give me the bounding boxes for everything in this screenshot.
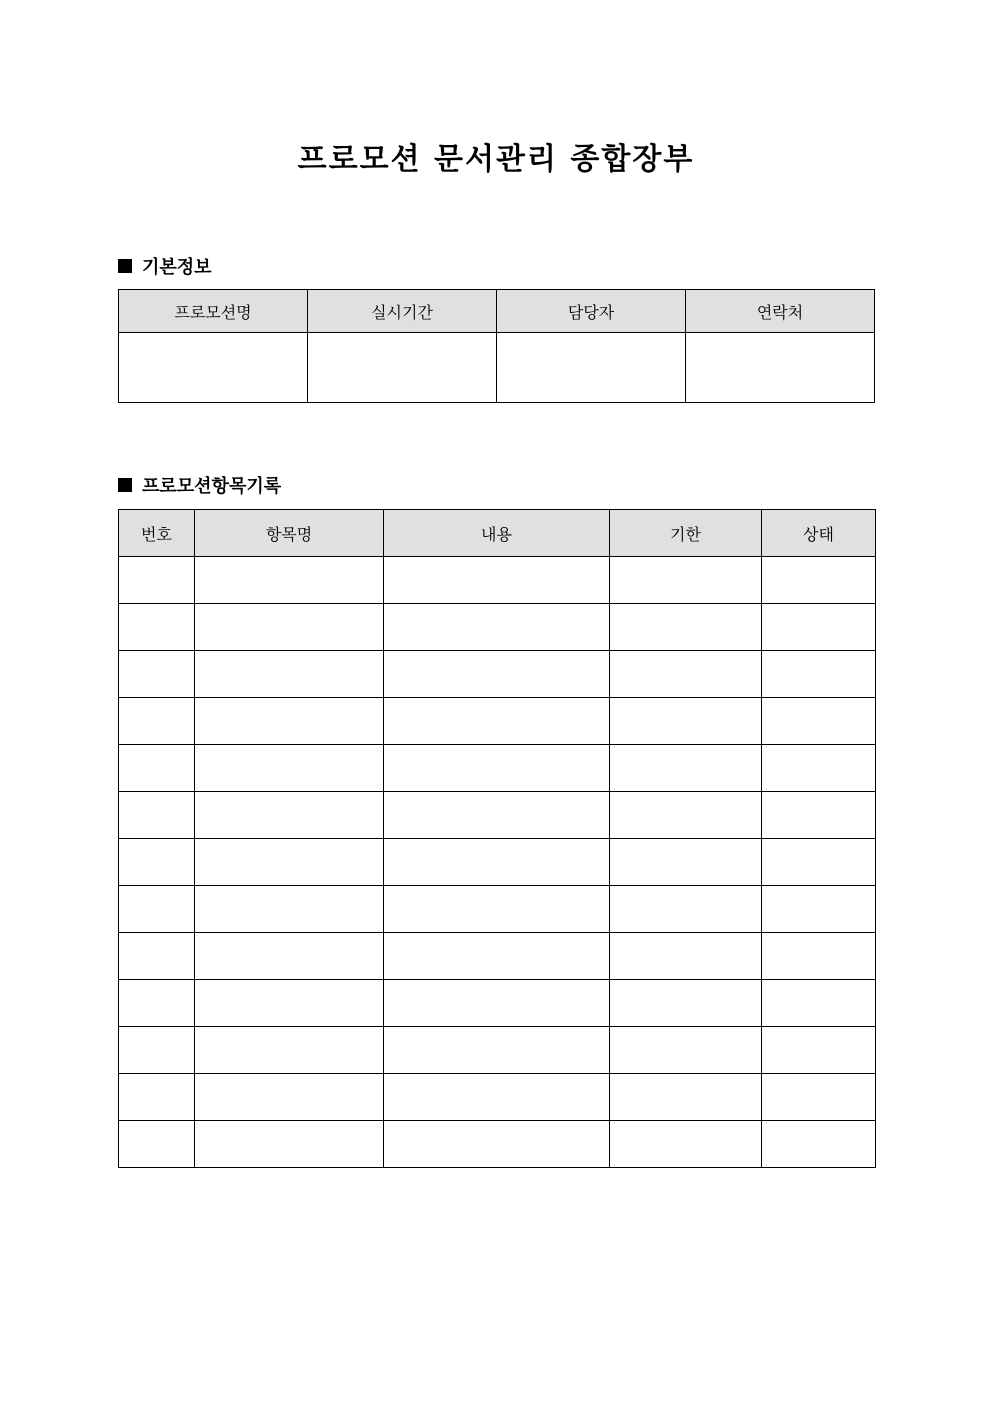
status-cell[interactable]	[762, 604, 876, 651]
item-name-cell[interactable]	[195, 651, 384, 698]
section-heading-text: 기본정보	[142, 257, 212, 278]
table-row	[119, 1027, 876, 1074]
manager-cell[interactable]	[497, 333, 686, 403]
deadline-cell[interactable]	[610, 1027, 762, 1074]
table-row	[119, 933, 876, 980]
content-cell[interactable]	[384, 933, 610, 980]
period-cell[interactable]	[308, 333, 497, 403]
content-cell[interactable]	[384, 792, 610, 839]
deadline-cell[interactable]	[610, 745, 762, 792]
basic-info-table	[118, 289, 875, 403]
table-row	[119, 1074, 876, 1121]
table-row	[119, 792, 876, 839]
item-name-cell[interactable]	[195, 980, 384, 1027]
table-row	[119, 651, 876, 698]
section-heading-items	[118, 472, 281, 498]
number-cell[interactable]	[119, 557, 195, 604]
deadline-cell[interactable]	[610, 604, 762, 651]
header-deadline: 기한	[610, 510, 762, 557]
item-name-cell[interactable]	[195, 604, 384, 651]
content-cell[interactable]	[384, 651, 610, 698]
status-cell[interactable]	[762, 886, 876, 933]
square-bullet-icon	[118, 259, 132, 273]
content-cell[interactable]	[384, 745, 610, 792]
status-cell[interactable]	[762, 1027, 876, 1074]
status-cell[interactable]	[762, 839, 876, 886]
deadline-cell[interactable]	[610, 1121, 762, 1168]
deadline-cell[interactable]	[610, 933, 762, 980]
number-cell[interactable]	[119, 745, 195, 792]
number-cell[interactable]	[119, 698, 195, 745]
item-name-cell[interactable]	[195, 792, 384, 839]
status-cell[interactable]	[762, 698, 876, 745]
content-cell[interactable]	[384, 1027, 610, 1074]
item-name-cell[interactable]	[195, 698, 384, 745]
square-bullet-icon	[118, 478, 132, 492]
content-cell[interactable]	[384, 839, 610, 886]
status-cell[interactable]	[762, 557, 876, 604]
items-table	[118, 509, 876, 1168]
number-cell[interactable]	[119, 1074, 195, 1121]
table-row	[119, 1121, 876, 1168]
status-cell[interactable]	[762, 1121, 876, 1168]
item-name-cell[interactable]	[195, 1027, 384, 1074]
item-name-cell[interactable]	[195, 745, 384, 792]
header-contact: 연락처	[686, 290, 875, 333]
deadline-cell[interactable]	[610, 651, 762, 698]
content-cell[interactable]	[384, 698, 610, 745]
status-cell[interactable]	[762, 651, 876, 698]
number-cell[interactable]	[119, 933, 195, 980]
table-row	[119, 333, 875, 403]
item-name-cell[interactable]	[195, 557, 384, 604]
header-item-name: 항목명	[195, 510, 384, 557]
status-cell[interactable]	[762, 980, 876, 1027]
table-header-row	[119, 510, 876, 557]
deadline-cell[interactable]	[610, 792, 762, 839]
number-cell[interactable]	[119, 651, 195, 698]
table-row	[119, 604, 876, 651]
status-cell[interactable]	[762, 1074, 876, 1121]
number-cell[interactable]	[119, 980, 195, 1027]
deadline-cell[interactable]	[610, 698, 762, 745]
header-content: 내용	[384, 510, 610, 557]
status-cell[interactable]	[762, 745, 876, 792]
item-name-cell[interactable]	[195, 886, 384, 933]
deadline-cell[interactable]	[610, 1074, 762, 1121]
table-row	[119, 886, 876, 933]
table-row	[119, 557, 876, 604]
content-cell[interactable]	[384, 980, 610, 1027]
deadline-cell[interactable]	[610, 557, 762, 604]
header-manager: 담당자	[497, 290, 686, 333]
item-name-cell[interactable]	[195, 839, 384, 886]
header-number: 번호	[119, 510, 195, 557]
number-cell[interactable]	[119, 792, 195, 839]
item-name-cell[interactable]	[195, 1074, 384, 1121]
item-name-cell[interactable]	[195, 1121, 384, 1168]
number-cell[interactable]	[119, 886, 195, 933]
deadline-cell[interactable]	[610, 839, 762, 886]
content-cell[interactable]	[384, 886, 610, 933]
number-cell[interactable]	[119, 1027, 195, 1074]
number-cell[interactable]	[119, 839, 195, 886]
promotion-name-cell[interactable]	[119, 333, 308, 403]
table-row	[119, 839, 876, 886]
content-cell[interactable]	[384, 557, 610, 604]
number-cell[interactable]	[119, 604, 195, 651]
content-cell[interactable]	[384, 604, 610, 651]
table-row	[119, 980, 876, 1027]
header-status: 상태	[762, 510, 876, 557]
table-row	[119, 745, 876, 792]
document-title: 프로모션 문서관리 종합장부	[297, 142, 695, 177]
status-cell[interactable]	[762, 792, 876, 839]
table-row	[119, 698, 876, 745]
section-heading-text: 프로모션항목기록	[142, 476, 282, 497]
status-cell[interactable]	[762, 933, 876, 980]
table-header-row	[119, 290, 875, 333]
content-cell[interactable]	[384, 1074, 610, 1121]
section-heading-basic-info	[118, 253, 212, 279]
item-name-cell[interactable]	[195, 933, 384, 980]
deadline-cell[interactable]	[610, 886, 762, 933]
header-promotion-name: 프로모션명	[119, 290, 308, 333]
header-period: 실시기간	[308, 290, 497, 333]
deadline-cell[interactable]	[610, 980, 762, 1027]
content-cell[interactable]	[384, 1121, 610, 1168]
number-cell[interactable]	[119, 1121, 195, 1168]
contact-cell[interactable]	[686, 333, 875, 403]
